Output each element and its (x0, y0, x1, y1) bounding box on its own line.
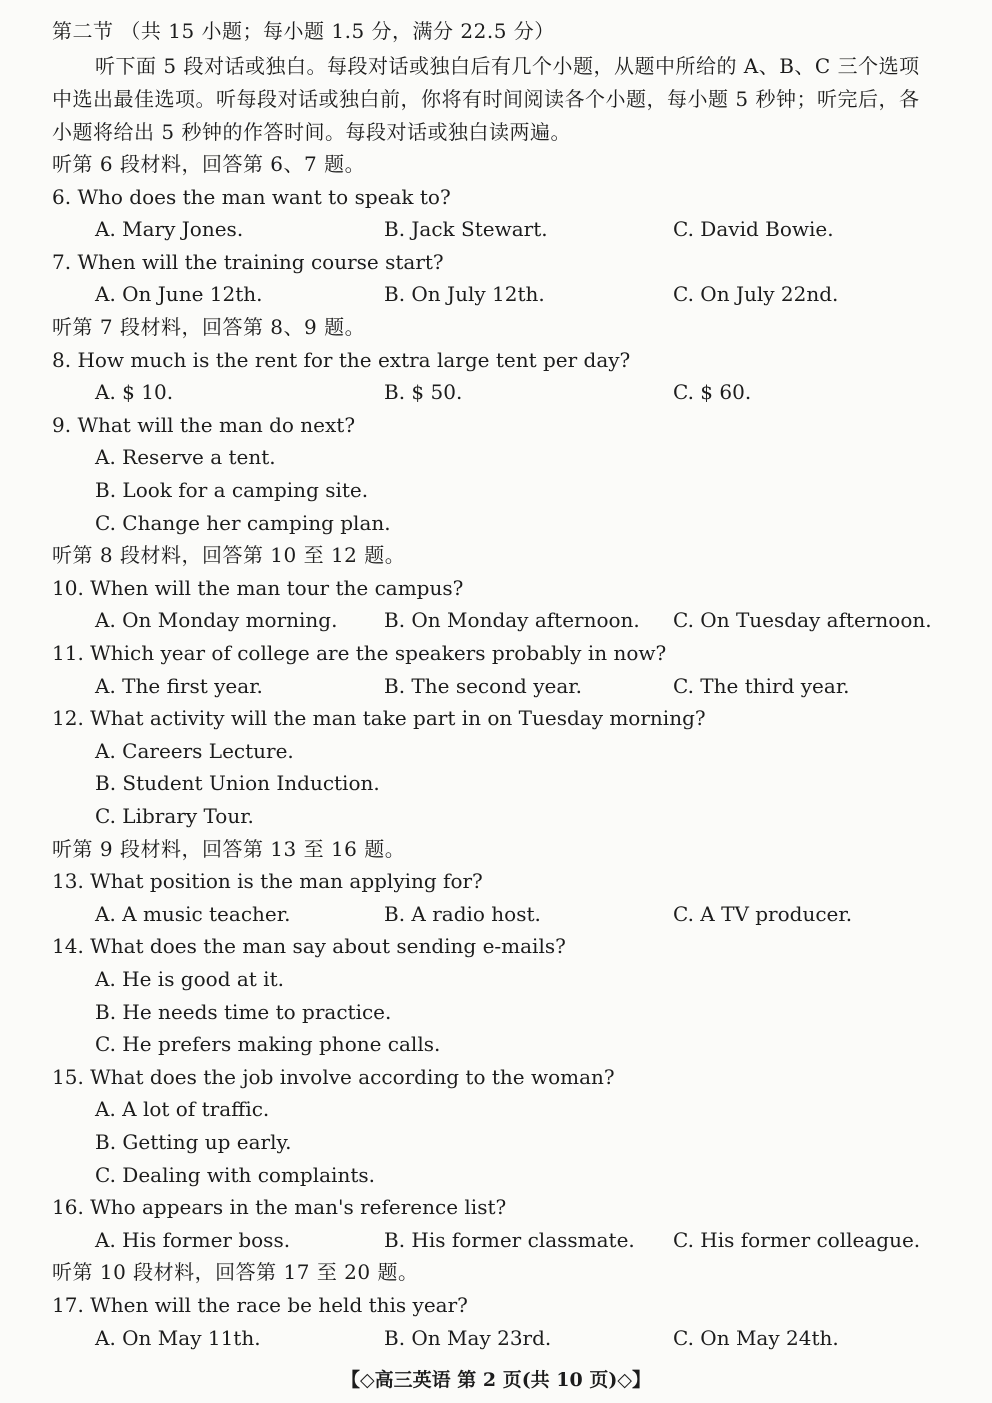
answer-option: C. The third year. (673, 674, 850, 698)
question-stem: 11. Which year of college are the speakers probably in now? (52, 641, 667, 665)
answer-option: A. Careers Lecture. (95, 739, 294, 763)
answer-option: A. On May 11th. (95, 1326, 261, 1350)
question-stem: 7. When will the training course start? (52, 250, 444, 274)
answer-option: C. On July 22nd. (673, 282, 839, 306)
answer-option: B. He needs time to practice. (95, 1000, 392, 1024)
answer-option: B. On July 12th. (384, 282, 545, 306)
answer-option: B. Getting up early. (95, 1130, 292, 1154)
answer-option: B. Look for a camping site. (95, 478, 369, 502)
question-stem: 15. What does the job involve according to the woman? (52, 1065, 615, 1089)
answer-option: B. On May 23rd. (384, 1326, 552, 1350)
answer-option: A. On Monday morning. (95, 608, 338, 632)
answer-option: A. He is good at it. (95, 967, 284, 991)
question-stem: 6. Who does the man want to speak to? (52, 185, 451, 209)
question-stem: 10. When will the man tour the campus? (52, 576, 464, 600)
answer-option: B. Jack Stewart. (384, 217, 548, 241)
section-instruction: 听第 8 段材料，回答第 10 至 12 题。 (52, 543, 406, 567)
answer-option: B. $ 50. (384, 380, 463, 404)
answer-option: B. The second year. (384, 674, 582, 698)
question-stem: 16. Who appears in the man's reference list? (52, 1195, 507, 1219)
question-stem: 14. What does the man say about sending e-mails? (52, 934, 566, 958)
answer-option: A. On June 12th. (95, 282, 263, 306)
answer-option: A. $ 10. (95, 380, 174, 404)
section-instruction: 听第 10 段材料，回答第 17 至 20 题。 (52, 1260, 419, 1284)
page-footer: 【◇高三英语 第 2 页(共 10 页)◇】 (341, 1369, 651, 1391)
answer-option: C. $ 60. (673, 380, 752, 404)
answer-option: A. His former boss. (95, 1228, 291, 1252)
answer-option: A. A music teacher. (95, 902, 291, 926)
section-instruction: 听第 9 段材料，回答第 13 至 16 题。 (52, 837, 406, 861)
question-stem: 13. What position is the man applying for? (52, 869, 483, 893)
answer-option: A. Reserve a tent. (95, 445, 276, 469)
instruction-line-2: 中选出最佳选项。听每段对话或独白前，你将有时间阅读各个小题，每小题 5 秒钟；听完后，各 (52, 87, 920, 111)
answer-option: C. He prefers making phone calls. (95, 1032, 441, 1056)
answer-option: C. A TV producer. (673, 902, 853, 926)
answer-option: A. The first year. (95, 674, 263, 698)
question-stem: 12. What activity will the man take part in on Tuesday morning? (52, 706, 706, 730)
section-header: 第二节 （共 15 小题；每小题 1.5 分，满分 22.5 分） (52, 19, 555, 43)
answer-option: C. David Bowie. (673, 217, 834, 241)
answer-option: B. His former classmate. (384, 1228, 635, 1252)
question-stem: 9. What will the man do next? (52, 413, 356, 437)
answer-option: C. His former colleague. (673, 1228, 921, 1252)
question-stem: 17. When will the race be held this year? (52, 1293, 468, 1317)
instruction-line-3: 小题将给出 5 秒钟的作答时间。每段对话或独白读两遍。 (52, 120, 571, 144)
answer-option: C. Change her camping plan. (95, 511, 391, 535)
answer-option: A. Mary Jones. (95, 217, 244, 241)
answer-option: B. Student Union Induction. (95, 771, 380, 795)
answer-option: C. On May 24th. (673, 1326, 839, 1350)
section-instruction: 听第 7 段材料，回答第 8、9 题。 (52, 315, 366, 339)
question-stem: 8. How much is the rent for the extra large tent per day? (52, 348, 631, 372)
answer-option: B. A radio host. (384, 902, 541, 926)
answer-option: B. On Monday afternoon. (384, 608, 640, 632)
answer-option: C. On Tuesday afternoon. (673, 608, 932, 632)
answer-option: A. A lot of traffic. (95, 1097, 270, 1121)
section-instruction: 听第 6 段材料，回答第 6、7 题。 (52, 152, 366, 176)
answer-option: C. Dealing with complaints. (95, 1163, 375, 1187)
instruction-line-1: 听下面 5 段对话或独白。每段对话或独白后有几个小题，从题中所给的 A、B、C 三个选项 (95, 54, 920, 78)
answer-option: C. Library Tour. (95, 804, 254, 828)
